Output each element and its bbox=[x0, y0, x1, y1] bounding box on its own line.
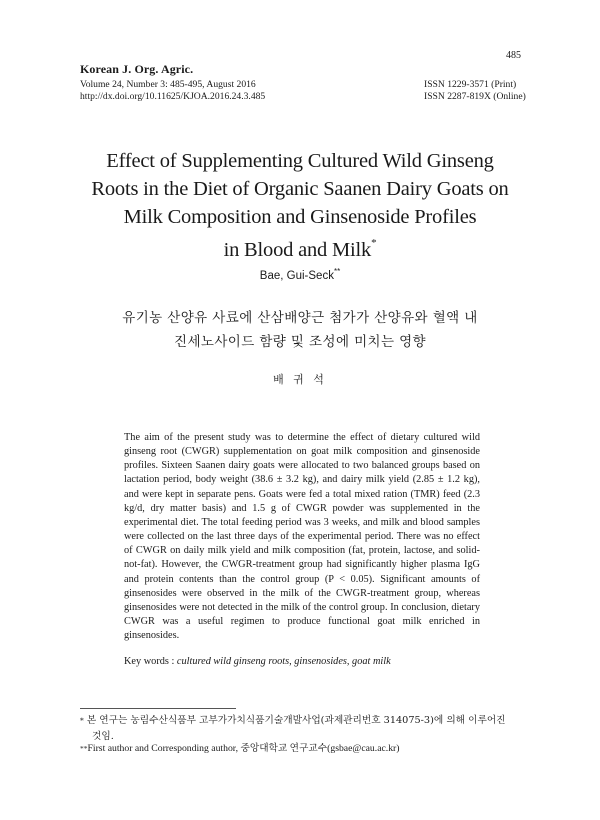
title-line: Roots in the Diet of Organic Saanen Dairy Goats on bbox=[91, 178, 509, 200]
journal-name: Korean J. Org. Agric. bbox=[80, 62, 194, 76]
title-line: Effect of Supplementing Cultured Wild Ginseng bbox=[106, 150, 494, 172]
title-line-text: in Blood and Milk bbox=[223, 238, 372, 261]
korean-author-name: 배 귀 석 bbox=[273, 373, 327, 386]
footnote-author bbox=[80, 743, 550, 755]
page-number: 485 bbox=[506, 50, 521, 61]
author-footnote-mark: ** bbox=[333, 267, 341, 276]
footnote-divider bbox=[80, 708, 236, 709]
footnote-mark: * bbox=[80, 716, 84, 725]
keywords-label: Key words : bbox=[124, 656, 175, 667]
doi-line: http://dx.doi.org/10.11625/KJOA.2016.24.3.485 bbox=[80, 90, 266, 102]
author-text: Bae, Gui-Seck bbox=[259, 269, 334, 282]
title-footnote-mark: * bbox=[371, 237, 377, 249]
volume-line: Volume 24, Number 3: 485-495, August 2016 bbox=[80, 79, 256, 90]
footnote-text: First author and Corresponding author, 중앙대학교 연구교수(gsbae@cau.ac.kr) bbox=[87, 743, 400, 754]
footnote-funding bbox=[80, 713, 540, 745]
issn-online: ISSN 2287-819X (Online) bbox=[424, 90, 526, 102]
title-line: Milk Composition and Ginsenoside Profiles bbox=[123, 206, 477, 228]
footnote-text-cont: 것임. bbox=[92, 731, 114, 742]
korean-title-line: 유기농 산양유 사료에 산삼배양근 첨가가 산양유와 혈액 내 bbox=[122, 310, 478, 326]
keywords-values: cultured wild ginseng roots, ginsenosides, goat milk bbox=[176, 656, 391, 667]
title-line bbox=[40, 231, 560, 264]
korean-title bbox=[60, 306, 540, 354]
keywords-line bbox=[124, 656, 480, 667]
footnote-mark: ** bbox=[80, 744, 88, 753]
abstract-text: The aim of the present study was to determine the effect of dietary cultured wild ginseng root (CWGR) supplementation on goat milk composition and ginsenoside profiles. Sixteen Saanen dairy goats were allocated to two balanced groups based on lactation period, body weight (38.6 ± 3.2 kg), and dairy milk yield (2.85 ± 1.2 kg), and were kept in separate pens. Goats were fed a total mixed ration (TMR) feed (2.3 kg/d, dry matter basis) and 1.5 g of CWGR powder was supplemented in the experimental diet. The total feeding period was 3 weeks, and milk and blood samples were collected on the last three days of the experimental period. There was no effect of CWGR on daily milk yield and milk composition (fat, protein, lactose, and solid-not-fat). However, the CWGR-treatment group had significantly higher plasma IgG and protein contents than the control group (P < 0.05). Significant amounts of ginsenosides were observed in the milk of the CWGR-treatment group, whereas ginsenosides were not detected in the milk of the control group. In conclusion, dietary CWGR was a useful regimen to produce functional goat milk enriched in ginsenosides. bbox=[124, 432, 480, 642]
author-name bbox=[0, 267, 600, 282]
issn-info bbox=[424, 79, 526, 102]
citation-info bbox=[80, 79, 265, 102]
article-title bbox=[40, 147, 560, 264]
korean-title-line: 진세노사이드 함량 및 조성에 미치는 영향 bbox=[174, 334, 426, 350]
issn-print: ISSN 1229-3571 (Print) bbox=[424, 79, 517, 90]
footnote-text: 본 연구는 농림수산식품부 고부가가치식품기술개발사업(과제관리번호 314075-3)에 의해 이루어진 bbox=[86, 715, 506, 726]
